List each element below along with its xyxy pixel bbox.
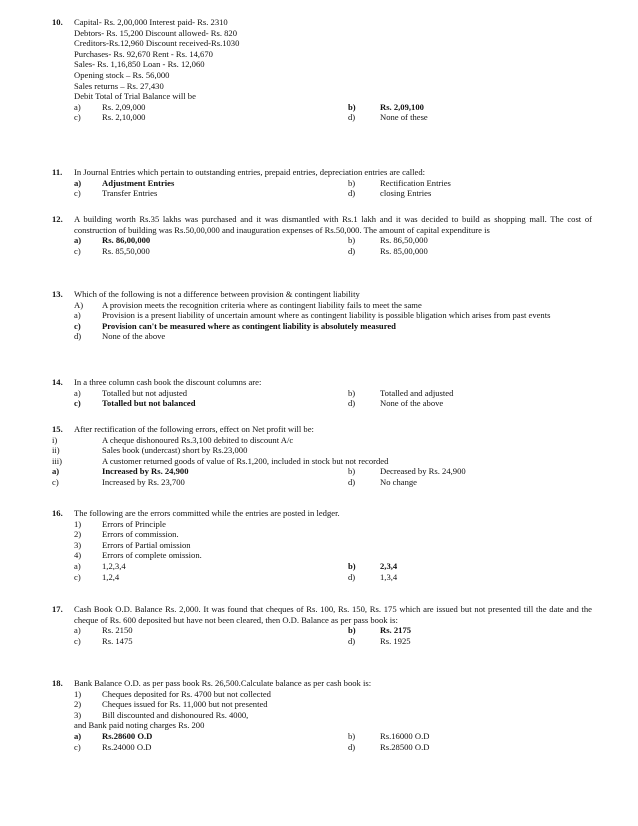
question-11 [52,167,592,199]
option-text: Rs.28500 O.D [380,741,430,752]
sub-item [52,540,592,551]
option-text: Provision can't be measured where as contingent liability is absolutely measured [102,320,396,331]
option-row [52,321,592,332]
sub-item-text: Errors of Partial omission [102,539,191,550]
option-text: Rectification Entries [380,177,451,188]
option-text: Rs.24000 O.D [102,741,152,752]
sub-item-text: Errors of Principle [102,518,166,529]
sub-item-label: 1) [74,688,82,699]
sub-item [52,435,592,446]
option-text: 2,3,4 [380,560,398,571]
option-row [52,477,592,488]
option-row [52,178,592,189]
option-label: d) [348,635,356,646]
option-row [52,112,592,123]
option-text: Rs. 2,09,000 [102,101,146,112]
question-line: Capital- Rs. 2,00,000 Interest paid- Rs. 2310 [74,17,228,27]
sub-item-text: A customer returned goods of value of Rs.1,200, included in stock but not recorded [102,455,389,466]
option-text: Provision is a present liability of uncertain amount where as contingent liability is possible bligation which arises from past events [102,310,551,321]
option-label: b) [348,730,356,741]
option-text: Increased by Rs. 23,700 [102,476,185,487]
option-text: 1,2,4 [102,571,120,582]
sub-item [52,445,592,456]
option-label: d) [348,245,356,256]
option-label: b) [348,560,356,571]
option-text: closing Entries [380,188,432,199]
question-number: 18. [52,678,63,688]
option-label: d) [348,188,356,199]
question-text: In a three column cash book the discount columns are: [74,377,262,387]
sub-item-label: 1) [74,518,82,529]
option-text: Decreased by Rs. 24,900 [380,466,466,477]
sub-item-label: 2) [74,529,82,540]
option-text: Transfer Entries [102,188,158,199]
question-line: Creditors-Rs.12,960 Discount received-Rs.1030 [74,38,240,49]
sub-item-text: Cheques issued for Rs. 11,000 but not presented [102,699,268,710]
option-row [52,102,592,113]
option-row [52,466,592,477]
question-number: 14. [52,377,63,387]
option-label: b) [348,177,356,188]
sub-item [52,456,592,467]
sub-item-label: ii) [52,445,60,456]
sub-item-text: Sales book (undercast) short by Rs.23,000 [102,445,248,456]
option-row [52,235,592,246]
option-label: b) [348,625,356,636]
option-row [52,246,592,257]
option-label: d) [74,331,82,342]
option-label: c) [74,320,81,331]
sub-item [52,710,592,721]
question-number: 16. [52,508,63,518]
question-number: 11. [52,167,63,177]
option-text: Rs. 2,10,000 [102,112,146,123]
option-text: Rs. 85,00,000 [380,245,428,256]
question-16 [52,508,592,582]
option-text: None of the above [102,331,166,342]
option-label: d) [348,112,356,123]
option-row [52,300,592,311]
option-label: A) [74,299,84,310]
option-row [52,636,592,647]
option-row [52,398,592,409]
question-text: A building worth Rs.35 lakhs was purchased and it was dismantled with Rs.1 lakh and it was decided to build as shopping mall. The cost of construction of building was Rs.50,00,000 and inauguration expenses of Rs.50,000. The amount of capital expenditure is [74,214,592,235]
option-text: A provision meets the recognition criteria where as contingent liability fails to meet the same [102,299,422,310]
option-row [52,561,592,572]
option-label: b) [348,466,356,477]
option-text: No change [380,476,417,487]
option-text: Adjustment Entries [102,177,175,188]
sub-item-label: i) [52,434,58,445]
option-text: None of these [380,112,428,123]
option-label: a) [74,235,82,246]
option-row [52,331,592,342]
question-text: Cash Book O.D. Balance Rs. 2,000. It was found that cheques of Rs. 100, Rs. 150, Rs. 175 which are issued but not presented till the date and the cheque of Rs. 600 deposited but have not been cleared, then O.D. Balance as per pass book is: [74,604,592,625]
option-text: Rs. 85,50,000 [102,245,150,256]
option-text: Rs. 2,09,100 [380,101,424,112]
sub-item-text: Errors of complete omission. [102,550,202,561]
option-label: c) [74,245,81,256]
option-text: Rs.16000 O.D [380,730,430,741]
option-text: None of the above [380,398,444,409]
option-label: c) [74,635,81,646]
option-text: Rs. 2150 [102,625,133,636]
question-number: 13. [52,289,63,299]
option-row [52,310,592,321]
option-label: a) [74,177,82,188]
option-label: c) [74,571,81,582]
option-label: b) [348,235,356,246]
option-label: b) [348,387,356,398]
sub-item-label: 3) [74,539,82,550]
option-label: c) [74,188,81,199]
option-row [52,625,592,636]
option-label: c) [52,476,59,487]
option-label: a) [74,730,82,741]
option-label: a) [74,387,81,398]
option-label: c) [74,112,81,123]
sub-item [52,529,592,540]
sub-item-continuation: and Bank paid noting charges Rs. 200 [74,720,205,731]
option-label: a) [74,310,81,321]
sub-item [52,519,592,530]
question-10 [52,17,592,123]
question-18 [52,678,592,752]
option-text: Rs. 1475 [102,635,133,646]
option-row [52,188,592,199]
question-number: 12. [52,214,63,224]
question-line: Sales returns – Rs. 27,430 [74,80,164,91]
question-text: The following are the errors committed while the entries are posted in ledger. [74,508,340,518]
question-14 [52,377,592,409]
question-line: Debit Total of Trial Balance will be [74,91,196,102]
question-line: Sales- Rs. 1,16,850 Loan - Rs. 12,060 [74,59,205,70]
option-text: 1,2,3,4 [102,560,126,571]
sub-item-text: A cheque dishonoured Rs.3,100 debited to discount A/c [102,434,294,445]
option-label: a) [74,560,81,571]
option-label: a) [74,625,81,636]
sub-item-label: iii) [52,455,63,466]
sub-item-label: 3) [74,709,82,720]
question-number: 15. [52,424,63,434]
question-line: Opening stock – Rs. 56,000 [74,69,170,80]
option-row [52,731,592,742]
sub-item [52,550,592,561]
option-label: d) [348,571,356,582]
option-label: a) [52,466,60,477]
question-12 [52,214,592,256]
option-text: Increased by Rs. 24,900 [102,466,189,477]
option-text: Rs. 1925 [380,635,411,646]
question-line: Purchases- Rs. 92,670 Rent - Rs. 14,670 [74,48,213,59]
sub-item-text: Cheques deposited for Rs. 4700 but not collected [102,688,271,699]
option-label: a) [74,101,81,112]
option-label: d) [348,398,356,409]
question-15 [52,424,592,488]
option-label: b) [348,101,356,112]
option-text: Totalled and adjusted [380,387,454,398]
option-row [52,572,592,583]
option-text: Totalled but not balanced [102,398,196,409]
option-text: Totalled but not adjusted [102,387,188,398]
question-text: Bank Balance O.D. as per pass book Rs. 26,500.Calculate balance as per cash book is: [74,678,372,688]
question-17 [52,604,592,646]
option-text: Rs. 86,50,000 [380,235,428,246]
option-label: c) [74,741,81,752]
sub-item [52,689,592,700]
question-text: In Journal Entries which pertain to outstanding entries, prepaid entries, depreciation entries are called: [74,167,426,177]
option-text: Rs.28600 O.D [102,730,153,741]
sub-item-label: 2) [74,699,82,710]
option-label: c) [74,398,81,409]
question-text: Which of the following is not a difference between provision & contingent liability [74,289,360,299]
sub-item-text: Errors of commission. [102,529,179,540]
option-row [52,388,592,399]
question-text: After rectification of the following errors, effect on Net profit will be: [74,424,314,434]
option-label: d) [348,476,356,487]
question-number: 17. [52,604,63,614]
question-number: 10. [52,17,63,27]
sub-item-text: Bill discounted and dishonoured Rs. 4000, [102,709,249,720]
option-label: d) [348,741,356,752]
option-row [52,742,592,753]
option-text: Rs. 2175 [380,625,412,636]
option-text: 1,3,4 [380,571,398,582]
question-line: Debtors- Rs. 15,200 Discount allowed- Rs. 820 [74,27,238,38]
question-13 [52,289,592,342]
option-text: Rs. 86,00,000 [102,235,151,246]
sub-item [52,699,592,710]
sub-item-label: 4) [74,550,82,561]
